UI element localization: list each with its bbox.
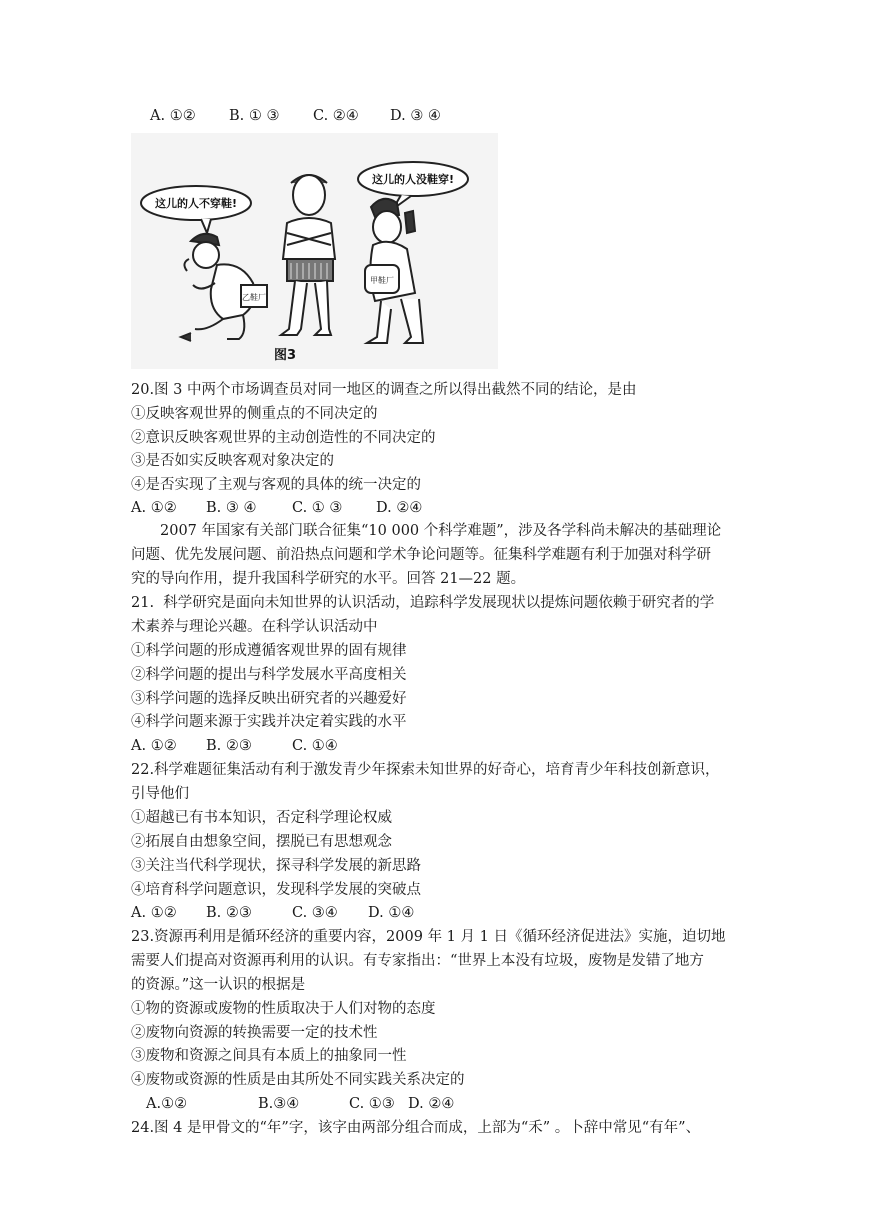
q20-item-3: ③是否如实反映客观对象决定的	[131, 453, 334, 469]
q20-option-b: B. ③ ④	[206, 500, 257, 516]
right-bubble-text: 这儿的人没鞋穿!	[371, 173, 455, 186]
q20-item-4: ④是否实现了主观与客观的具体的统一决定的	[131, 477, 421, 493]
q20-stem: 20.图 3 中两个市场调查员对同一地区的调查之所以得出截然不同的结论，是由	[131, 382, 637, 398]
q23-stem-1: 23.资源再利用是循环经济的重要内容，2009 年 1 月 1 日《循环经济促进法》实施，迫切地	[131, 929, 726, 945]
q22-stem-2: 引导他们	[131, 786, 189, 802]
q21-option-a: A. ①②	[131, 738, 177, 754]
passage-line-2: 问题、优先发展问题、前沿热点问题和学术争论问题等。征集科学难题有利于加强对科学研	[131, 547, 711, 563]
q20-option-d: D. ②④	[376, 500, 423, 516]
q20-item-1: ①反映客观世界的侧重点的不同决定的	[131, 406, 378, 422]
q21-item-2: ②科学问题的提出与科学发展水平高度相关	[131, 667, 407, 683]
option-a: A. ①②	[150, 108, 196, 124]
q20-item-2: ②意识反映客观世界的主动创造性的不同决定的	[131, 430, 436, 446]
q22-item-4: ④培育科学问题意识，发现科学发展的突破点	[131, 882, 421, 898]
option-c: C. ②④	[313, 108, 359, 124]
q23-stem-2: 需要人们提高对资源再利用的认识。有专家指出：“世界上本没有垃圾，废物是发错了地方	[131, 953, 704, 969]
q22-option-c: C. ③④	[292, 905, 338, 921]
q23-item-1: ①物的资源或废物的性质取决于人们对物的态度	[131, 1001, 436, 1017]
q23-option-b: B.③④	[258, 1096, 300, 1112]
q23-option-c: C. ①③	[349, 1096, 395, 1112]
q21-stem-2: 术素养与理论兴趣。在科学认识活动中	[131, 619, 378, 635]
option-d: D. ③ ④	[390, 108, 441, 124]
left-bubble-text: 这儿的人不穿鞋!	[154, 197, 238, 210]
left-box-label: 乙鞋厂	[242, 293, 266, 302]
q23-option-d: D. ②④	[408, 1096, 455, 1112]
q22-item-3: ③关注当代科学现状，探寻科学发展的新思路	[131, 858, 421, 874]
passage-line-1: 2007 年国家有关部门联合征集“10 000 个科学难题”，涉及各学科尚未解决的基础理论	[160, 523, 722, 539]
figure-3-cartoon	[131, 133, 498, 369]
q22-option-b: B. ②③	[206, 905, 252, 921]
q23-item-4: ④废物或资源的性质是由其所处不同实践关系决定的	[131, 1072, 465, 1088]
q21-item-1: ①科学问题的形成遵循客观世界的固有规律	[131, 643, 407, 659]
q24-stem: 24.图 4 是甲骨文的“年”字，该字由两部分组合而成，上部为“禾” 。卜辞中常见“有年”、	[131, 1120, 701, 1136]
q22-options	[131, 904, 451, 922]
right-box-label: 甲鞋厂	[370, 276, 394, 285]
q21-option-b: B. ②③	[206, 738, 252, 754]
top-options	[150, 107, 470, 125]
q22-option-a: A. ①②	[131, 905, 177, 921]
q21-item-3: ③科学问题的选择反映出研究者的兴趣爱好	[131, 691, 407, 707]
q20-options	[131, 499, 451, 517]
figure-caption: 图3	[274, 348, 297, 363]
q23-item-3: ③废物和资源之间具有本质上的抽象同一性	[131, 1048, 407, 1064]
q21-stem-1: 21. 科学研究是面向未知世界的认识活动，追踪科学发展现状以提炼问题依赖于研究者的学	[131, 595, 715, 611]
q22-stem-1: 22.科学难题征集活动有利于激发青少年探索未知世界的好奇心，培育青少年科技创新意识，	[131, 762, 720, 778]
q20-option-a: A. ①②	[131, 500, 177, 516]
q23-item-2: ②废物向资源的转换需要一定的技术性	[131, 1025, 378, 1041]
q22-item-2: ②拓展自由想象空间，摆脱已有思想观念	[131, 834, 392, 850]
q23-stem-3: 的资源。”这一认识的根据是	[131, 977, 306, 993]
q23-option-a: A.①②	[146, 1096, 188, 1112]
q20-option-c: C. ① ③	[292, 500, 343, 516]
q21-item-4: ④科学问题来源于实践并决定着实践的水平	[131, 714, 407, 730]
q21-option-c: C. ①④	[292, 738, 338, 754]
passage-line-3: 究的导向作用，提升我国科学研究的水平。回答 21—22 题。	[131, 571, 526, 587]
q21-options	[131, 737, 451, 755]
q23-options	[146, 1095, 486, 1113]
q22-item-1: ①超越已有书本知识，否定科学理论权威	[131, 810, 392, 826]
q22-option-d: D. ①④	[368, 905, 415, 921]
option-b: B. ① ③	[229, 108, 280, 124]
